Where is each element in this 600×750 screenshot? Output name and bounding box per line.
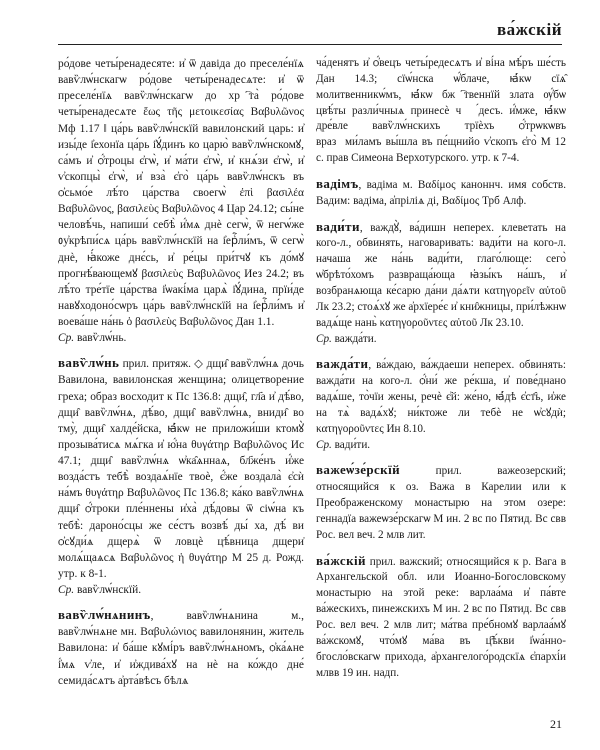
right-column <box>316 56 566 690</box>
entry-definition: , вавѷлѡ́нѧнина м., вавѷлѡ́нѧне мн. Βαβυλώνιος вавилонянин, житель Вавилона: и҆ ба́ше кꙋмі́ръ вавѷлѡ́нѧномъ, ѻ҆ка́ѧне і҆́мѧ ѵ҆ле, и҆ и҆ждива́хꙋ на нѐ на ко́ждо дне́ семида́сѧтъ а҆рта́вѣсъ бѣлѧ <box>58 610 304 687</box>
cross-reference <box>58 582 304 598</box>
xref-target: вавѷлѡ́нскїй. <box>77 584 142 596</box>
continuation-text <box>58 56 304 346</box>
page-number: 21 <box>550 717 562 731</box>
entry-definition: , ва́ждаю, ва́ждаеши неперех. обвинять: важда́ти на кого-л. ѻ҆́ни́ же ре́кша, и҆ пове́днано вадѧ́ше, то̀чїи жены, речѐ є҆й: же́но, ꙗ҆́дѣ є҆ст҄ь, и҆же на тѧ̀ вадѧ́хꙋ; ни́ктоже ли тебѐ не ѡ҆сꙋдѝ; κατηγοροῦντες Ин 8.10. <box>316 359 566 435</box>
xref-label: Ср. <box>316 438 332 451</box>
dictionary-entry <box>316 553 566 682</box>
left-column <box>58 56 304 698</box>
entry-headword: вадімъ <box>316 175 359 191</box>
entry-headword: вавѷлѡ́нь <box>58 355 120 371</box>
xref-target: вади́ти. <box>334 438 371 451</box>
entry-headword: вади́ти <box>316 218 360 234</box>
continuation-paragraph: ро́дове четы́ренадесяте: и҆ ѿ давіда до преселе́нїѧ вавѷлѡ́нскагѡ ро́дове четы́ренадесѧте: и҆ ѿ преселе́нїѧ вавѷлѡ́нскагѡ до хрⷭ҇та̀ ро́дове четы́ренадесѧте ἕως τῆς μετοικεσίας Βαβυλῶνος Мф 1.17 ‖ ца́рь вавѷлѡ́нскїй вавилонский царь: и҆ изы́де і҆ехонїа ца́рь і҆ꙋ́динъ ко царю̀ вавѷлѡ́нскомꙋ, са́мъ и҆ ѻ҆́троцы є҆гѡ̀, и҆ ма́ти є҆гѡ̀, и҆ кнѧ́зи є҆гѡ̀, и҆ ѵ҆скопцы̀ є҆гѡ̀, и҆ вза̀ є҆го̀ ца́рь вавѷлѡ́нскъ въ ѻ҆сьмо́е лѣ́то ца́рства своегѡ̀ ἐπὶ βασιλέα Βαβυλῶνος, βασιλεὺς Βαβυλῶνος 4 Цар 24.12; сы́не человѣ́чь, напиши́ себѣ̀ и҆́мѧ днѐ сегѡ̀, ѿ негѡ́же ᲂу҆крѣпи́сѧ ца́рь вавѷлѡ́нскїй на і҆ерⷭ҇ли́мъ, ѿ сегѡ̀ днѐ, ꙗ҆́коже днє́сь, и҆ ре́цы при́тчꙋ къ до́мꙋ прогнѣ́вающемꙋ βασιλεὺς Βαβυλῶνος Иез 24.2; въ лѣ́то тре́тїе ца́рства і҆ѡакі́ма царѧ̀ і҆ꙋ́дина, прїи́де навꙋходоно́сѡръ ца́рь вавѷлѡ́нскїй на і҆ерⷭ҇ли́мъ и҆ воева́ше на́нь ὁ βασιλεὺς Βαβυλῶνος Дан 1.1. <box>58 58 304 328</box>
dictionary-entry <box>58 355 304 598</box>
entry-headword: важеѡ́зе́рскїй <box>316 462 400 478</box>
xref-label: Ср. <box>58 584 75 596</box>
xref-target: вавѷлѡ́нь. <box>77 332 127 345</box>
xref-target: важда́ти. <box>334 332 377 345</box>
header-rule <box>58 44 562 45</box>
dictionary-entry <box>316 219 566 348</box>
dictionary-entry <box>316 462 566 543</box>
entry-definition: прил. притяж. ◇ дщи̑ вавѷлѡ́нѧ дочь Вавилона, вавилонская женщина; олицетворение греха; образ восходит к Пс 136.8: дщи̑, гл҃а и҆ дѣ́во, дщи̑ вавѷлѡ́нѧ, дѣ́во, дщи̑ вавѷлѡ́нѧ, вниди̑ во тму̀, дщи̑ халде́йска, ꙗ҆́кѡ не приложи́ши ктомꙋ̀ прозыва́тисѧ мѧ́гка и҆ ю҆́на θυγάτηρ Βαβυλῶνος Ис 47.1; дщи̑ вавѷлѡ́нѧ ѡ҆ка̑ѧннаѧ, бл҃же́нъ и҆́же возда́стъ тебѣ̀ воздаѧ́нїе твоѐ, є҆́же воздала̀ є҆сѝ на́мъ θυγάτηρ Βαβυλῶνος Пс 136.8; ка́ко вавѷлѡ́нѧ дщи̑ ѻ҆́троки пле́ннены и҆ха̀ дѣ́довы ѿ сіѡ́на къ тебѣ̀: дароно́сцы же се́стъ возвѣ́ ды́ ха, дѣ́ ви ѻ҆сꙋди́ѧ дщерѧ̀ ѿ ловцѐ цѣ́вница дщери̇ молѧ́щаѧсѧ Βαβυλῶνος ἡ θυγάτηρ М 25 д. Рожд. утр. к 8-1. <box>58 358 304 580</box>
continuation-text <box>316 56 566 167</box>
cross-reference <box>316 332 566 348</box>
cross-reference <box>316 438 566 454</box>
entry-headword: вавѷлѡ́нѧнинъ <box>58 607 151 623</box>
continuation-paragraph: ча́денятъ и҆ ѻ҆́вецъ четы́редесѧтъ и҆ ві́на мѣ́ръ ше́сть Дан 14.3; сїѡ́нска ѡ҆́блаче, ꙗ҆́кѡ сїѧ̑ молитвенникѡ́мъ, ꙗ҆́кѡ бжⷭ҇твеннїй злата ѹ҆́бѡ цвѣ́ты разли́чныѧ принесѐ ч꙽ꙋ́десъ. и҆́мже, ꙗ҆́кѡ дре́вле вавѷлѡ́нскихъ трїѐхъ ѻ҆́трѡкѡвъ вразꙋми́ламъ вы́шла въ пе́щнийо ѵ҆скопъ є҆го̀ М 12 с. прав Симеона Верхотурского. утр. к 7-4. <box>316 57 566 165</box>
running-head: ва́жскій <box>496 20 562 39</box>
entry-definition: , важдꙋ̀, ва́дишн неперех. клеветать на кого-л., обвинять, наговаривать: вади́ти на кого-л. начаша же на́нь вади́ти, глаго́люще: сего̀ ѡ҆брѣто́хомъ развраща́юща ꙗ҆зы́къ на́шъ, и҆ возбранѧюща ке́сарю да́ни да́ѧти κατηγορεῖν αὐτοῦ Лк 23.2; стоѧ́хꙋ же а҆рхїере́є и҆ кни̑жницы, при́лѣжнѡ вадѧ́ще нань̀ κατηγοροῦντες αὐτοῦ Лк 23.10. <box>316 221 566 329</box>
cross-reference <box>58 330 304 346</box>
entry-headword: ва́жскій <box>316 552 366 568</box>
entry-definition: , вадіма м. Βαδίμος каноннч. имя собств. Вадим: вадіма, а҆пріліѧ ді, Βαδίμος Трб Алф. <box>316 178 566 207</box>
entry-definition: прил. важский; относящийся к р. Вага в Архангельской обл. или Иоанно-Богословскому монастырю на этой реке: варлаа́ма и҆ па́вте ва́жескихъ, пинежскихъ М ин. 2 вс по Пятид. Вс свв Рос. вел веч. 2 млв лит; ма́тва пре́бномꙋ варлаа́мꙋ ва́жскомꙋ, что́мꙋ ма́ва въ ц҃ѣ́кви і҆ѡа́нно-бгосло́вскагѡ прихода, а҆рхангелого́родскїѧ є҆пархі́и млвв 19 ин. надп. <box>316 555 566 679</box>
dictionary-entry <box>58 607 304 689</box>
entry-definition: прил. важеозерский; относящийся к оз. Важа в Карелии или к Преображенскому монастырю на этом озере: геннадїа важеѡзе́рскагѡ М ин. 2 вс по Пятид. Вс свв Рос. вел веч. 2 млв лит. <box>316 465 566 541</box>
xref-label: Ср. <box>316 332 332 345</box>
dictionary-entry <box>316 176 566 210</box>
dictionary-entry <box>316 356 566 453</box>
xref-label: Ср. <box>58 332 75 345</box>
entry-headword: важда́ти <box>316 356 369 372</box>
